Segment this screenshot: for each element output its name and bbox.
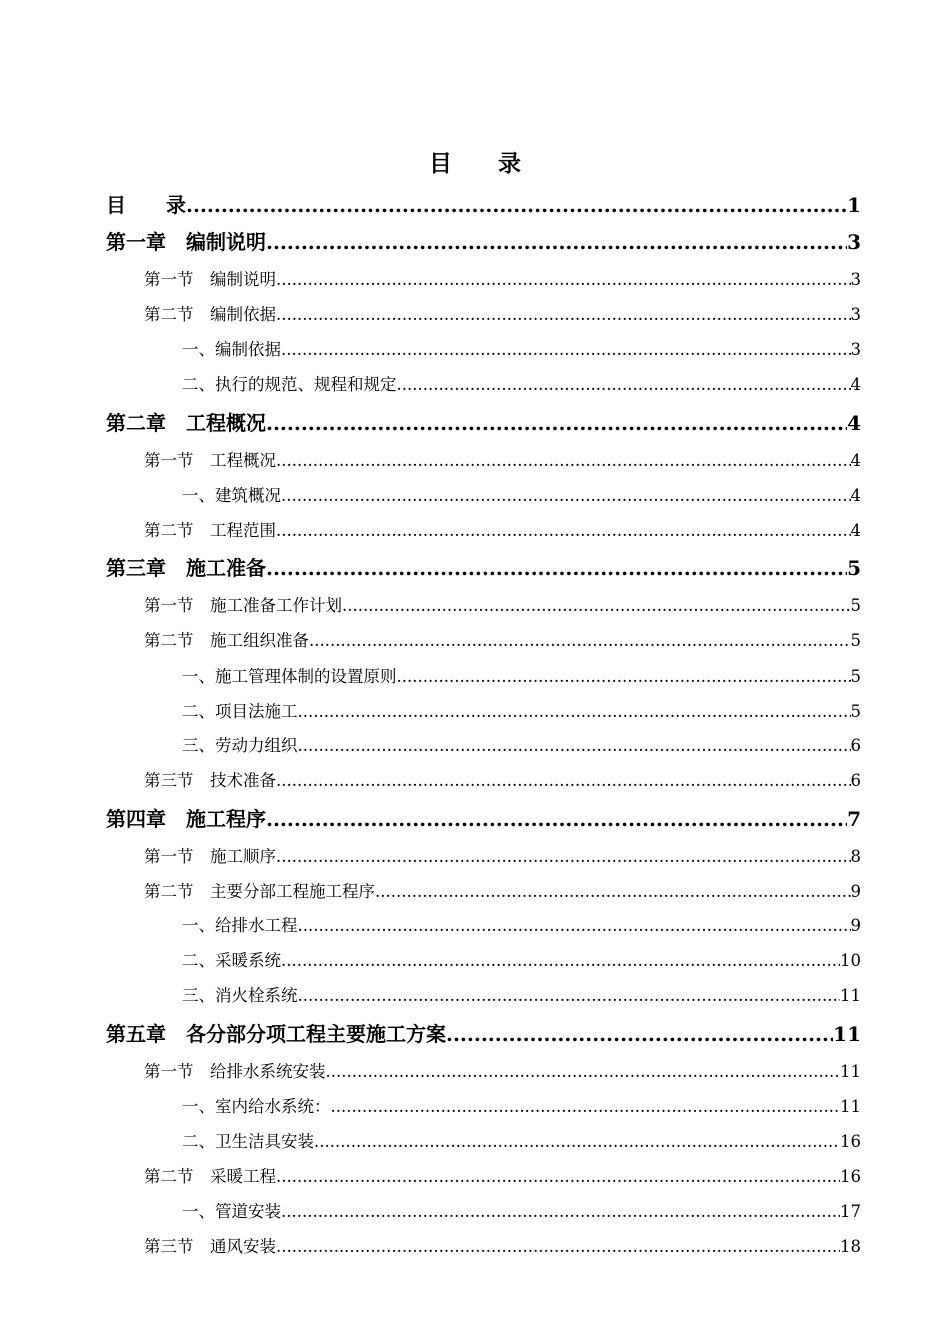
toc-dot-leader: [276, 771, 851, 790]
toc-dot-leader: [309, 631, 851, 650]
toc-page-number: 9: [850, 882, 861, 901]
toc-subsection-entry[interactable]: [182, 947, 861, 971]
toc-page-number: 17: [840, 1202, 861, 1221]
toc-entry-label: 三、消火栓系统: [182, 986, 298, 1005]
toc-dot-leader: [326, 1062, 841, 1081]
toc-dot-leader: [266, 807, 847, 831]
toc-entry-label: 二、执行的规范、规程和规定: [182, 375, 397, 394]
toc-entry-label: 一、室内给水系统：: [182, 1097, 331, 1116]
toc-page-number: 11: [840, 986, 861, 1005]
toc-entry-label: 第一节 工程概况: [144, 451, 276, 470]
toc-entry-label: 第二节 施工组织准备: [144, 631, 309, 650]
toc-page-number: 4: [850, 486, 861, 505]
toc-page-number: 4: [847, 411, 861, 435]
toc-subsection-entry[interactable]: [182, 371, 861, 395]
toc-page-number: 18: [840, 1237, 861, 1256]
toc-entry-label: 第三节 通风安装: [144, 1237, 276, 1256]
toc-section-entry[interactable]: [144, 1233, 861, 1257]
toc-subsection-entry[interactable]: [182, 912, 861, 936]
toc-entry-label: 第一节 施工准备工作计划: [144, 596, 342, 615]
toc-page-number: 4: [850, 375, 861, 394]
toc-chapter-entry[interactable]: [106, 552, 861, 581]
toc-page-number: 16: [840, 1132, 861, 1151]
toc-page-number: 6: [850, 736, 861, 755]
toc-dot-leader: [266, 230, 847, 254]
toc-section-entry[interactable]: [144, 266, 861, 290]
toc-subsection-entry[interactable]: [182, 982, 861, 1006]
toc-entry-label: 目 录: [106, 193, 186, 217]
toc-entry-label: 第四章 施工程序: [106, 807, 266, 831]
toc-dot-leader: [276, 847, 851, 866]
toc-chapter-entry[interactable]: [106, 407, 861, 436]
toc-subsection-entry[interactable]: [182, 698, 861, 722]
toc-dot-leader: [342, 596, 851, 615]
toc-section-entry[interactable]: [144, 767, 861, 791]
page-title: 目 录: [429, 150, 521, 177]
toc-page-number: 7: [847, 807, 861, 831]
toc-entry-label: 第一节 施工顺序: [144, 847, 276, 866]
toc-entry-label: 第三节 技术准备: [144, 771, 276, 790]
toc-dot-leader: [276, 521, 851, 540]
toc-page-number: 4: [850, 521, 861, 540]
toc-dot-leader: [276, 451, 851, 470]
toc-entry-label: 第二节 主要分部工程施工程序: [144, 882, 375, 901]
toc-dot-leader: [281, 1202, 840, 1221]
toc-page-number: 9: [850, 916, 861, 935]
toc-section-entry[interactable]: [144, 1163, 861, 1187]
toc-dot-leader: [375, 882, 851, 901]
toc-section-entry[interactable]: [144, 1058, 861, 1082]
toc-entry-label: 第二节 采暖工程: [144, 1167, 276, 1186]
toc-subsection-entry[interactable]: [182, 1128, 861, 1152]
toc-section-entry[interactable]: [144, 843, 861, 867]
toc-subsection-entry[interactable]: [182, 732, 861, 756]
toc-dot-leader: [281, 486, 851, 505]
toc-section-entry[interactable]: [144, 592, 861, 616]
toc-page-number: 5: [850, 667, 861, 686]
toc-page-number: 5: [847, 556, 861, 580]
toc-page-number: 5: [850, 631, 861, 650]
toc-dot-leader: [186, 193, 847, 217]
toc-page-number: 10: [840, 951, 861, 970]
toc-dot-leader: [266, 411, 847, 435]
toc-section-entry[interactable]: [144, 447, 861, 471]
toc-page-number: 5: [850, 596, 861, 615]
toc-entry-label: 第三章 施工准备: [106, 556, 266, 580]
toc-section-entry[interactable]: [144, 878, 861, 902]
toc-page-number: 5: [850, 702, 861, 721]
toc-subsection-entry[interactable]: [182, 1198, 861, 1222]
toc-entry-label: 一、给排水工程: [182, 916, 298, 935]
toc-dot-leader: [276, 270, 851, 289]
toc-dot-leader: [276, 305, 851, 324]
toc-dot-leader: [276, 1237, 840, 1256]
toc-page-number: 11: [840, 1062, 861, 1081]
toc-dot-leader: [298, 916, 851, 935]
toc-dot-leader: [276, 1167, 840, 1186]
toc-dot-leader: [298, 736, 851, 755]
toc-section-entry[interactable]: [144, 517, 861, 541]
toc-dot-leader: [397, 375, 851, 394]
toc-entry-label: 二、项目法施工: [182, 702, 298, 721]
toc-entry-label: 第五章 各分部分项工程主要施工方案: [106, 1022, 446, 1046]
toc-page-number: 3: [847, 230, 861, 254]
toc-section-entry[interactable]: [144, 627, 861, 651]
toc-dot-leader: [314, 1132, 840, 1151]
toc-entry-label: 三、劳动力组织: [182, 736, 298, 755]
toc-dot-leader: [266, 556, 847, 580]
toc-entry-label: 第一章 编制说明: [106, 230, 266, 254]
toc-entry-label: 一、管道安装: [182, 1202, 281, 1221]
toc-page-number: 3: [850, 340, 861, 359]
toc-page-number: 8: [850, 847, 861, 866]
toc-entry-label: 第一节 编制说明: [144, 270, 276, 289]
toc-page-number: 1: [847, 193, 861, 217]
toc-dot-leader: [298, 702, 851, 721]
toc-dot-leader: [281, 951, 840, 970]
toc-page-number: 4: [850, 451, 861, 470]
toc-dot-leader: [281, 340, 851, 359]
toc-page-number: 16: [840, 1167, 861, 1186]
toc-entry-label: 第一节 给排水系统安装: [144, 1062, 326, 1081]
toc-page-number: 11: [833, 1022, 861, 1046]
toc-chapter-entry[interactable]: [106, 803, 861, 832]
toc-section-entry[interactable]: [144, 301, 861, 325]
toc-dot-leader: [446, 1022, 833, 1046]
toc-dot-leader: [397, 667, 851, 686]
toc-dot-leader: [298, 986, 841, 1005]
toc-chapter-entry[interactable]: [106, 226, 861, 255]
toc-dot-leader: [331, 1097, 841, 1116]
toc-entry-label: 二、卫生洁具安装: [182, 1132, 314, 1151]
toc-subsection-entry[interactable]: [182, 336, 861, 360]
toc-entry-label: 一、建筑概况: [182, 486, 281, 505]
toc-chapter-entry[interactable]: [106, 1018, 861, 1047]
toc-page-number: 3: [850, 270, 861, 289]
toc-entry-label: 一、编制依据: [182, 340, 281, 359]
toc-page-number: 6: [850, 771, 861, 790]
toc-subsection-entry[interactable]: [182, 663, 861, 687]
toc-entry-label: 二、采暖系统: [182, 951, 281, 970]
toc-entry-label: 第二章 工程概况: [106, 411, 266, 435]
toc-entry-label: 第二节 工程范围: [144, 521, 276, 540]
toc-entry-label: 一、施工管理体制的设置原则: [182, 667, 397, 686]
toc-page-number: 11: [840, 1097, 861, 1116]
toc-subsection-entry[interactable]: [182, 1093, 861, 1117]
toc-subsection-entry[interactable]: [182, 482, 861, 506]
toc-chapter-entry[interactable]: [106, 189, 861, 218]
toc-page-number: 3: [850, 305, 861, 324]
toc-entry-label: 第二节 编制依据: [144, 305, 276, 324]
